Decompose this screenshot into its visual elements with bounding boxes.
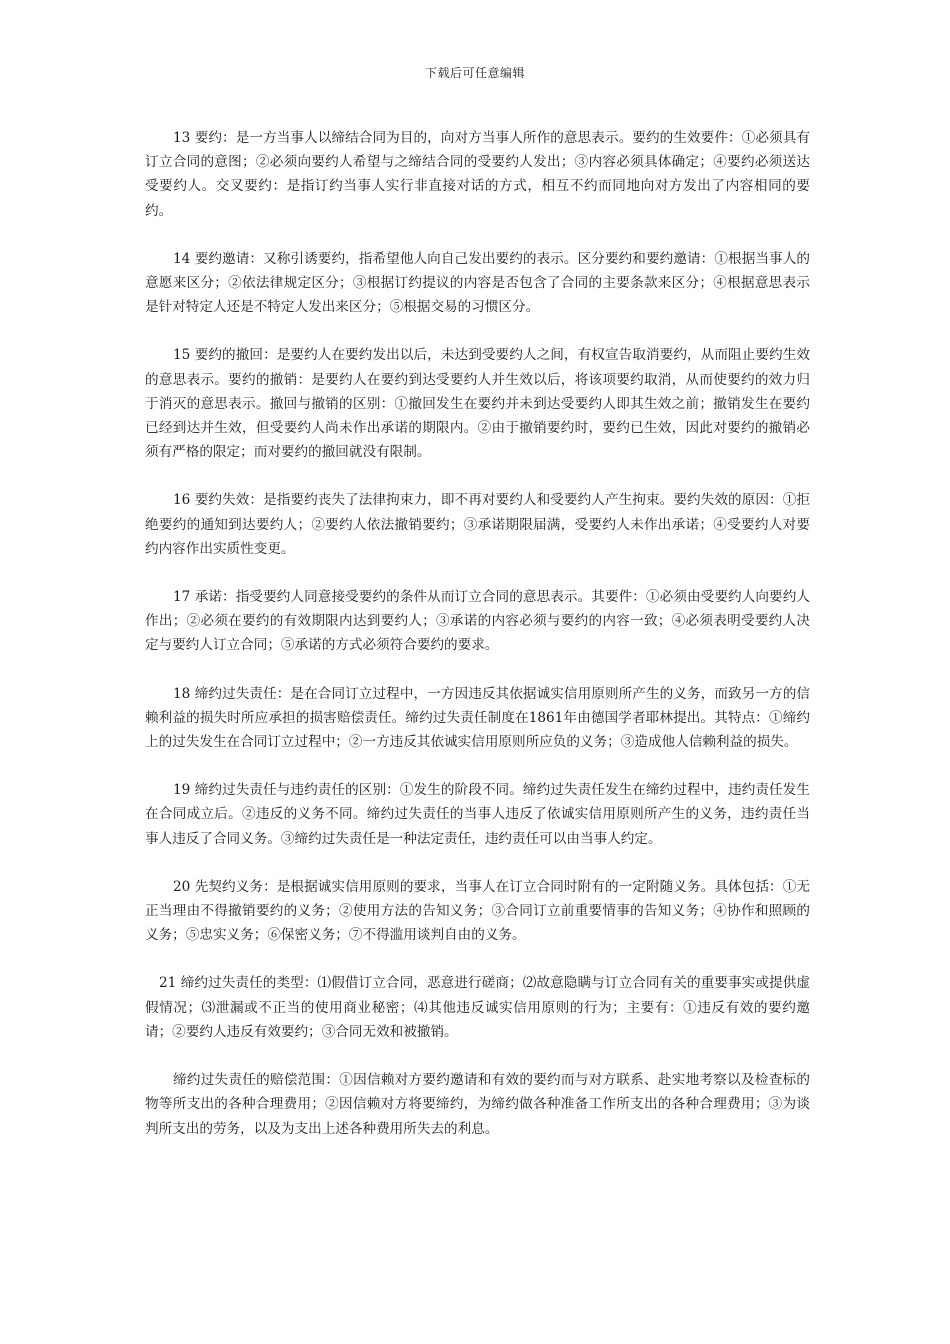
paragraph-20-precontractual-duty: 20 先契约义务：是根据诚实信用原则的要求，当事人在订立合同时附有的一定附随义务。具体包括：①无正当理由不得撤销要约的义务；②使用方法的告知义务；③合同订立前重要情事的告知义务；④协作和照顾的义务；⑤忠实义务；⑥保密义务；⑦不得滥用谈判自由的义务。: [145, 878, 810, 944]
paragraph-19-liability-difference: 19 缔约过失责任与违约责任的区别：①发生的阶段不同。缔约过失责任发生在缔约过程中，违约责任发生在合同成立后。②违反的义务不同。缔约过失责任的当事人违反了依诚实信用原则所产生的义务，违约责任当事人违反了合同义务。③缔约过失责任是一种法定责任，违约责任可以由当事人约定。: [145, 782, 810, 847]
paragraph-14-invitation-to-offer: 14 要约邀请：又称引诱要约，指希望他人向自己发出要约的表示。区分要约和要约邀请：①根据当事人的意愿来区分；②依法律规定区分；③根据订约提议的内容是否包含了合同的主要条款来区分；④根据意思表示是针对特定人还是不特定人发出来区分；⑤根据交易的习惯区分。: [145, 250, 810, 316]
paragraph-compensation-scope: 缔约过失责任的赔偿范围：①因信赖对方要约邀请和有效的要约而与对方联系、赴实地考察以及检查标的物等所支出的各种合理费用；②因信赖对方将要缔约，为缔约做各种准备工作所支出的各种合理费用；③为谈判所支出的劳务，以及为支出上述各种费用所失去的利息。: [145, 1072, 810, 1137]
paragraph-21-liability-types: 21 缔约过失责任的类型：⑴假借订立合同，恶意进行磋商；⑵故意隐瞒与订立合同有关的重要事实或提供虚假情况；⑶泄漏或不正当的使用商业秘密；⑷其他违反诚实信用原则的行为；主要有：①违反有效的要约邀请；②要约人违反有效要约；③合同无效和被撤销。: [145, 975, 810, 1040]
paragraph-15-offer-withdrawal: 15 要约的撤回：是要约人在要约发出以后，未达到受要约人之间，有权宣告取消要约，从而阻止要约生效的意思表示。要约的撤销：是要约人在要约到达受要约人并生效以后，将该项要约取消，从而使要约的效力归于消灭的意思表示。撤回与撤销的区别：①撤回发生在要约并未到达受要约人即其生效之前；撤销发生在要约已经到达并生效，但受要约人尚未作出承诺的期限内。②由于撤销要约时，要约已生效，因此对要约的撤销必须有严格的限定；而对要约的撤回就没有限制。: [145, 347, 810, 461]
paragraph-17-acceptance: 17 承诺：指受要约人同意接受要约的条件从而订立合同的意思表示。其要件：①必须由受要约人向要约人作出；②必须在要约的有效期限内达到要约人；③承诺的内容必须与要约的内容一致；④必须表明受要约人决定与要约人订立合同；⑤承诺的方式必须符合要约的要求。: [145, 589, 810, 654]
paragraph-13-offer: 13 要约：是一方当事人以缔结合同为目的，向对方当事人所作的意思表示。要约的生效要件：①必须具有订立合同的意图；②必须向要约人希望与之缔结合同的受要约人发出；③内容必须具体确定；④要约必须送达受要约人。交叉要约：是指订约当事人实行非直接对话的方式，相互不约而同地向对方发出了内容相同的要约。: [145, 130, 810, 219]
header-note: 下载后可任意编辑: [424, 66, 525, 80]
document-body: [145, 126, 810, 1165]
paragraph-18-culpa-in-contrahendo: 18 缔约过失责任：是在合同订立过程中，一方因违反其依据诚实信用原则所产生的义务，而致另一方的信赖利益的损失时所应承担的损害赔偿责任。缔约过失责任制度在1861年由德国学者耶林提出。其特点：①缔约上的过失发生在合同订立过程中；②一方违反其依诚实信用原则所应负的义务；③造成他人信赖利益的损失。: [145, 685, 810, 751]
paragraph-16-offer-lapse: 16 要约失效：是指要约丧失了法律拘束力，即不再对要约人和受要约人产生拘束。要约失效的原因：①拒绝要约的通知到达要约人；②要约人依法撤销要约；③承诺期限届满，受要约人未作出承诺；④受要约人对要约内容作出实质性变更。: [145, 492, 810, 557]
